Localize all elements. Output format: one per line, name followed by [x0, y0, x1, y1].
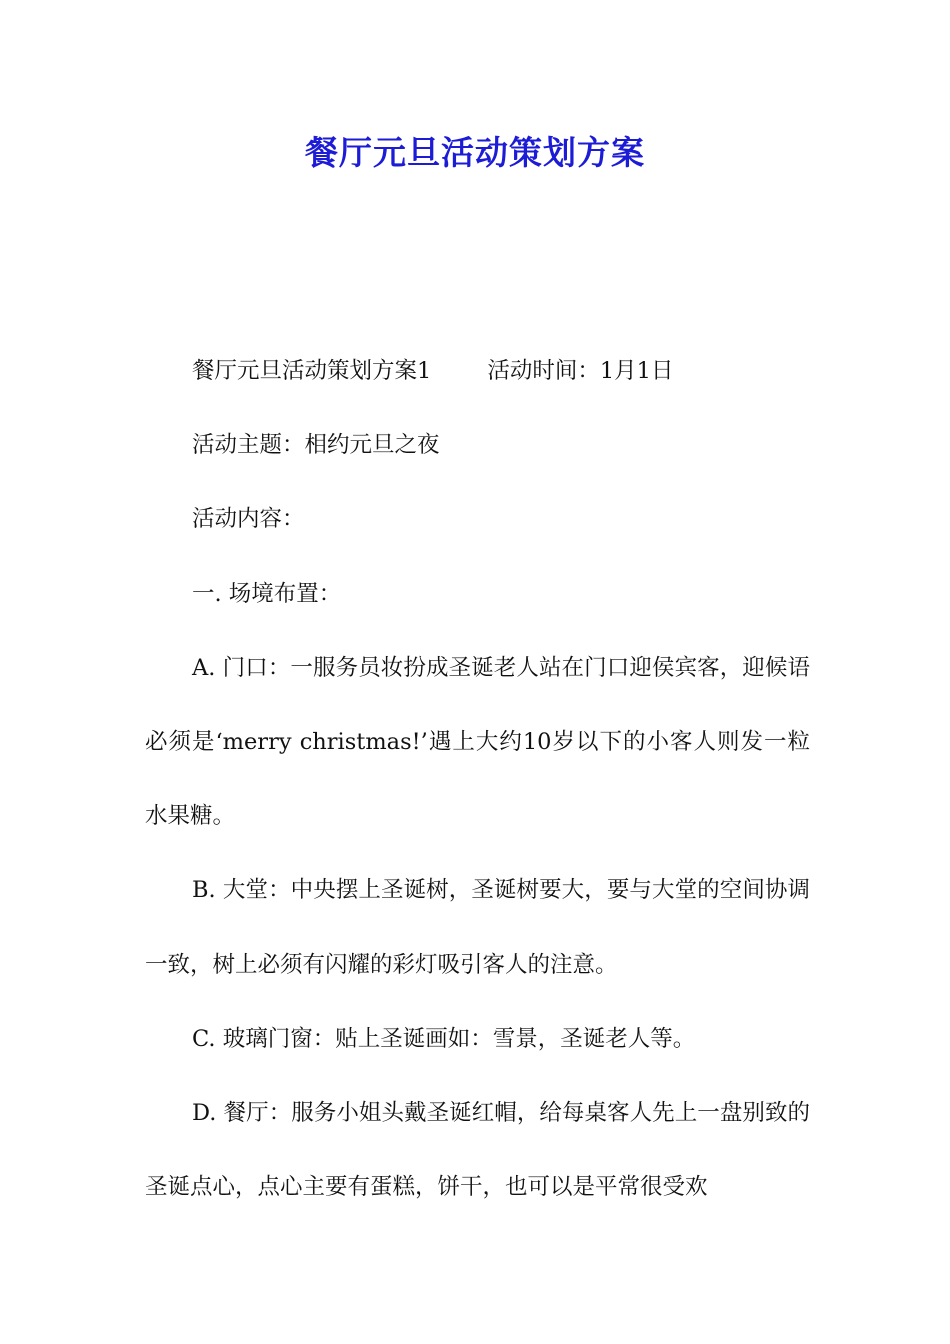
item-b-lobby: B. 大堂：中央摆上圣诞树，圣诞树要大，要与大堂的空间协调一致，树上必须有闪耀的彩灯吸引客人的注意。 — [145, 877, 810, 978]
activity-time: 活动时间：1月1日 — [487, 358, 674, 384]
plan-heading: 餐厅元旦活动策划方案1 — [192, 358, 432, 384]
document-title: 餐厅元旦活动策划方案 — [305, 133, 645, 172]
activity-content-label: 活动内容： — [192, 506, 305, 533]
section-heading-scene: 一. 场境布置： — [192, 580, 342, 607]
activity-theme: 活动主题：相约元旦之夜 — [192, 432, 440, 459]
document-body — [145, 334, 810, 1224]
item-c-glass-windows: C. 玻璃门窗：贴上圣诞画如：雪景，圣诞老人等。 — [192, 1025, 696, 1052]
heading-line — [145, 334, 810, 408]
item-a-entrance: A. 门口：一服务员妆扮成圣诞老人站在门口迎侯宾客，迎候语必须是‘merry christmas!’遇上大约10岁以下的小客人则发一粒水果糖。 — [145, 654, 810, 830]
item-d-restaurant: D. 餐厅：服务小姐头戴圣诞红帽，给每桌客人先上一盘别致的圣诞点心，点心主要有蛋糕，饼干，也可以是平常很受欢 — [145, 1100, 810, 1201]
